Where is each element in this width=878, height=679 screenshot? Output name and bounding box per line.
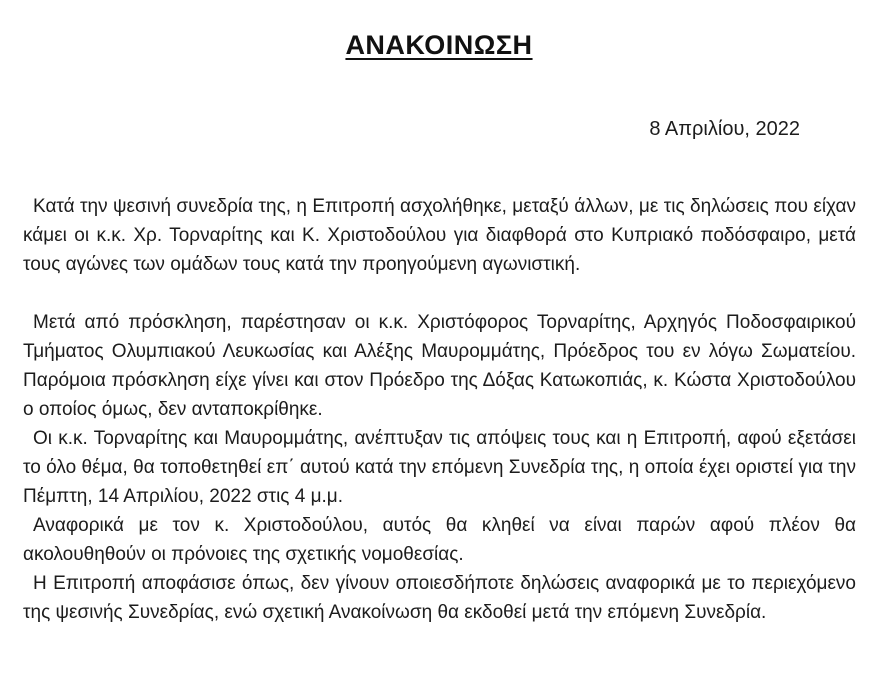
document-body: [23, 192, 856, 627]
document-date: 8 Απριλίου, 2022: [649, 118, 800, 140]
paragraph-christodoulou: Αναφορικά με τον κ. Χριστοδούλου, αυτός θα κληθεί να είναι παρών αφού πλέον θα ακολουθηθούν οι πρόνοιες της σχετικής νομοθεσίας.: [23, 515, 856, 565]
document-title-text: ΑΝΑΚΟΙΝΩΣΗ: [345, 30, 533, 60]
paragraph-statements: Κατά την ψεσινή συνεδρία της, η Επιτροπή ασχολήθηκε, μεταξύ άλλων, με τις δηλώσεις που είχαν κάμει οι κ.κ. Χρ. Τορναρίτης και Κ. Χριστοδούλου για διαφθορά στο Κυπριακό ποδόσφαιρο, μετά τους αγώνες των ομάδων τους κατά την προηγούμενη αγωνιστική.: [23, 196, 856, 275]
paragraph-views: Οι κ.κ. Τορναρίτης και Μαυρομμάτης, ανέπτυξαν τις απόψεις τους και η Επιτροπή, αφού εξετάσει το όλο θέμα, θα τοποθετηθεί επ΄ αυτού κατά την επόμενη Συνεδρία της, η οποία έχει οριστεί για την Πέμπτη, 14 Απριλίου, 2022 στις 4 μ.μ.: [23, 428, 856, 507]
document-title: [0, 0, 878, 61]
paragraph-invitation: Μετά από πρόσκληση, παρέστησαν οι κ.κ. Χριστόφορος Τορναρίτης, Αρχηγός Ποδοσφαιρικού Τμήματος Ολυμπιακού Λευκωσίας και Αλέξης Μαυρομμάτης, Πρόεδρος του εν λόγω Σωματείου. Παρόμοια πρόσκληση είχε γίνει και στον Πρόεδρο της Δόξας Κατωκοπιάς, κ. Κώστα Χριστοδούλου ο οποίος όμως, δεν ανταποκρίθηκε.: [23, 312, 856, 420]
paragraph-decision: Η Επιτροπή αποφάσισε όπως, δεν γίνουν οποιεσδήποτε δηλώσεις αναφορικά με το περιεχόμενο της ψεσινής Συνεδρίας, ενώ σχετική Ανακοίνωση θα εκδοθεί μετά την επόμενη Συνεδρία.: [23, 573, 856, 623]
